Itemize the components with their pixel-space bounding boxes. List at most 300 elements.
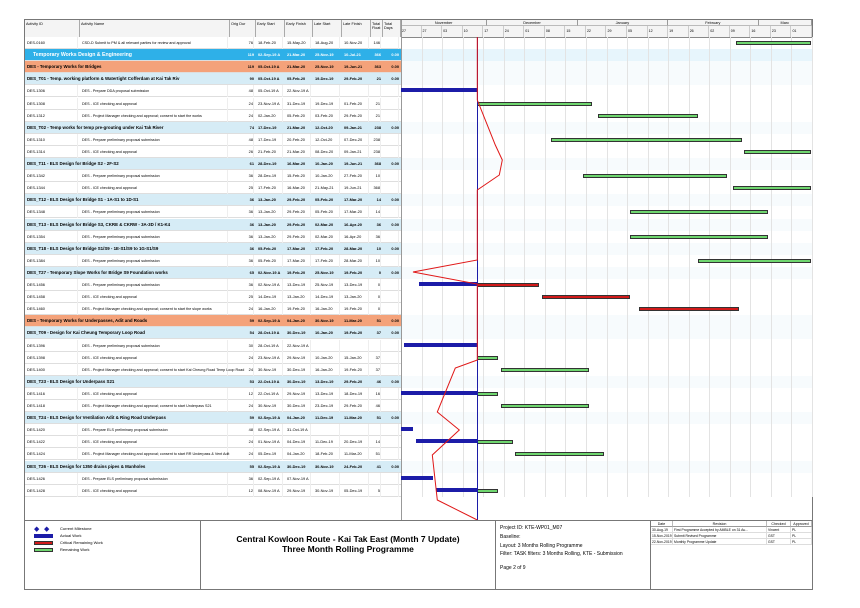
- orig-dur-cell: 36: [232, 170, 254, 182]
- late-finish-cell: 29-Feb-20: [344, 76, 363, 82]
- early-finish-cell: 22-Nov-19 A: [287, 340, 311, 352]
- activity-name-cell: DES - Prepare preliminary proposal submission: [82, 206, 228, 218]
- late-finish-cell: 11-Mar-20: [344, 415, 362, 421]
- late-finish-cell: 10-Jul-21: [344, 52, 361, 58]
- early-start-cell: 13-Jan-20: [258, 206, 283, 218]
- activity-id-cell: DES-1400: [27, 364, 78, 376]
- activity-name-cell: DES - ICE checking and approval: [82, 485, 228, 497]
- early-finish-cell: 04-Dec-19: [287, 436, 311, 448]
- early-start-cell: 02-Jan-20: [258, 110, 283, 122]
- early-start-cell: 16-Jan-20: [258, 303, 283, 315]
- timescale-week: 24: [504, 26, 525, 37]
- total-float-cell: 14: [376, 197, 381, 203]
- revision-cell: PL: [791, 527, 812, 533]
- early-finish-cell: 30-Dec-19: [287, 364, 311, 376]
- late-start-cell: 02-Mar-20: [315, 231, 340, 243]
- early-finish-cell: 16-Mar-20: [287, 182, 311, 194]
- early-start-cell: 02-Sep-19 A: [258, 424, 283, 436]
- late-finish-cell: 19-Jun-21: [344, 64, 363, 70]
- early-start-cell: 05-Feb-20: [258, 255, 283, 267]
- timescale-week: 29: [607, 26, 628, 37]
- total-float-cell: 10: [373, 255, 381, 267]
- total-days-cell: 0.00: [391, 124, 399, 130]
- timescale-week: 17: [483, 26, 504, 37]
- timescale-week: 05: [627, 26, 648, 37]
- total-float-cell: 368: [374, 161, 381, 166]
- revision-cell: PL: [791, 533, 812, 539]
- total-float-cell: 238: [373, 146, 381, 158]
- schedule-sheet: [24, 19, 813, 590]
- late-start-cell: 16-Jan-20: [315, 364, 340, 376]
- revision-cell: Monthly Programme Update: [673, 539, 767, 545]
- late-start-cell: 25-Nov-19: [315, 52, 334, 58]
- legend-label: Critical Remaining Work: [60, 540, 103, 545]
- orig-dur-cell: 26: [232, 146, 254, 158]
- activity-id-cell: DES-1426: [27, 473, 78, 485]
- activity-name-cell: DES - ICE checking and approval: [82, 291, 228, 303]
- late-finish-cell: 13-Jan-20: [344, 291, 369, 303]
- total-float-cell: 366: [374, 52, 381, 58]
- orig-dur-cell: 24: [232, 98, 254, 110]
- total-float-cell: 0: [373, 303, 381, 315]
- late-start-cell: 10-Jan-20: [315, 161, 333, 166]
- early-start-cell: 22-Oct-19 A: [258, 378, 280, 384]
- title-block: [201, 521, 496, 590]
- late-finish-cell: 09-Jan-21: [344, 146, 369, 158]
- orig-dur-cell: 36: [249, 221, 254, 227]
- total-float-cell: 238: [373, 134, 381, 146]
- total-days-cell: 0.00: [391, 197, 399, 203]
- early-start-cell: 02-Nov-19 A: [258, 269, 281, 275]
- early-finish-cell: 30-Dec-19: [287, 463, 306, 469]
- orig-dur-cell: 65: [249, 269, 254, 275]
- early-finish-cell: 04-Jan-20: [287, 415, 305, 421]
- early-finish-cell: 29-Feb-20: [287, 221, 306, 227]
- early-start-cell: 02-Nov-19 A: [258, 279, 283, 291]
- timescale-month: November: [401, 20, 487, 26]
- total-float-cell: 21: [376, 76, 381, 82]
- orig-dur-cell: 55: [249, 463, 254, 469]
- early-finish-cell: 30-Dec-19: [287, 400, 311, 412]
- total-float-cell: 14: [373, 436, 381, 448]
- early-finish-cell: 07-Nov-19 A: [287, 473, 311, 485]
- early-start-cell: 30-Nov-19: [258, 400, 283, 412]
- wbs-name: DES_T11 - ELS Design for Bridge S2 - 2F-S2: [27, 161, 119, 166]
- early-start-cell: 13-Jan-20: [258, 197, 276, 203]
- late-start-cell: 02-Mar-20: [315, 221, 334, 227]
- orig-dur-cell: 36: [232, 279, 254, 291]
- late-finish-cell: 01-Feb-20: [344, 98, 369, 110]
- orig-dur-cell: 24: [232, 352, 254, 364]
- timescale-week: 12: [648, 26, 669, 37]
- late-finish-cell: 19-Feb-20: [344, 364, 369, 376]
- timescale-month: January: [578, 20, 668, 26]
- late-start-cell: 17-Feb-20: [315, 255, 340, 267]
- late-start-cell: 08-Dec-20: [315, 146, 340, 158]
- orig-dur-cell: 12: [232, 388, 254, 400]
- revision-table: [651, 521, 812, 590]
- wbs-name: DES - Temporary Works for Underpasses, Adit and Roads: [27, 318, 148, 324]
- revision-cell: GST: [767, 539, 791, 545]
- early-start-cell: 17-Dec-19: [258, 134, 283, 146]
- timescale-week: 01: [524, 26, 545, 37]
- revision-header: Approved: [791, 521, 812, 527]
- total-days-cell: 0.00: [391, 64, 399, 70]
- early-finish-cell: 29-Feb-20: [287, 231, 311, 243]
- late-finish-cell: 19-Feb-20: [344, 330, 363, 336]
- total-float-cell: 37: [373, 364, 381, 376]
- early-finish-cell: 15-Feb-20: [287, 170, 311, 182]
- late-finish-cell: 10-Nov-20: [344, 37, 369, 49]
- late-start-cell: 10-Jan-20: [315, 352, 340, 364]
- late-finish-cell: 16-Apr-20: [344, 221, 362, 227]
- total-float-cell: 5: [373, 485, 381, 497]
- orig-dur-cell: 24: [232, 448, 254, 460]
- early-finish-cell: 05-Feb-20: [287, 76, 306, 82]
- orig-dur-cell: 24: [232, 110, 254, 122]
- late-finish-cell: 13-Dec-19: [344, 279, 369, 291]
- orig-dur-cell: 54: [249, 330, 254, 336]
- total-float-cell: 0: [373, 279, 381, 291]
- early-start-cell: 23-Nov-19 A: [258, 98, 283, 110]
- late-start-cell: 30-Nov-19: [315, 485, 340, 497]
- wbs-name: DES_T09 - Design for Kai Cheung Temporary Loop Road: [27, 330, 145, 336]
- early-start-cell: 28-Oct-19 A: [258, 340, 283, 352]
- total-float-cell: 10: [376, 245, 381, 251]
- late-finish-cell: 19-Jun-21: [344, 161, 363, 166]
- total-float-cell: 21: [373, 110, 381, 122]
- late-start-cell: 18-Feb-20: [315, 448, 340, 460]
- total-float-cell: 46: [373, 400, 381, 412]
- early-finish-cell: 21-Mar-20: [287, 64, 306, 70]
- wbs-name: DES_T12 - ELS Design for Bridge S1 - 1A-S1 to 1D-S1: [27, 197, 139, 203]
- total-float-cell: 21: [373, 98, 381, 110]
- activity-id-cell: DES-1308: [27, 98, 78, 110]
- orig-dur-cell: 36: [232, 473, 254, 485]
- activity-id-cell: DES-1456: [27, 279, 78, 291]
- total-float-cell: 46: [376, 378, 381, 384]
- early-start-cell: 08-Nov-19 A: [258, 485, 283, 497]
- early-start-cell: 17-Feb-20: [258, 182, 283, 194]
- total-float-cell: 0: [378, 269, 381, 275]
- early-finish-cell: 29-Nov-19: [287, 352, 311, 364]
- project-id: Project ID: KTE-WP01_M07: [500, 525, 563, 531]
- total-float-cell: 37: [376, 330, 381, 336]
- activity-name-cell: DES - Project Manager checking and approval; consent to start Kai Cheung Road Temp Loop Road: [82, 364, 228, 376]
- milestone-icon: ◆: [44, 526, 50, 533]
- timescale-week: 01: [791, 26, 812, 37]
- early-finish-cell: 30-Dec-19: [287, 330, 306, 336]
- early-start-cell: 28-Dec-19: [258, 161, 277, 166]
- orig-dur-cell: 119: [247, 52, 254, 58]
- total-days-cell: 0.00: [391, 161, 399, 166]
- late-finish-cell: 11-Mar-20: [344, 318, 362, 324]
- late-finish-cell: 19-Feb-20: [344, 303, 369, 315]
- late-finish-cell: 29-Feb-20: [344, 110, 369, 122]
- orig-dur-cell: 48: [232, 85, 254, 97]
- wbs-name: DES_T27 - Temporary Slope Works for Bridge S9 Foundation works: [27, 269, 168, 275]
- early-finish-cell: 17-Mar-20: [287, 245, 306, 251]
- activity-name-cell: DES - Prepare ELS preliminary proposal submission: [82, 424, 228, 436]
- col-total-days-header: Total Days: [383, 20, 401, 37]
- early-finish-cell: 19-Feb-20: [287, 303, 311, 315]
- revision-header: Revision: [673, 521, 767, 527]
- orig-dur-cell: 76: [232, 37, 254, 49]
- timescale-week: 27: [401, 26, 422, 37]
- total-float-cell: 368: [373, 182, 381, 194]
- total-days-cell: 0.00: [391, 463, 399, 469]
- wbs-name: DES_T01 - Temp. working platform & Watertight Cofferdam at Kai Tak Riv: [27, 76, 180, 82]
- timescale-week: 19: [668, 26, 689, 37]
- wbs-name: DES_T13 - ELS Design for Bridge S3, CKRE & CKRW - 3A-3D / K1-K4: [27, 221, 171, 227]
- activity-id-cell: DES-1398: [27, 352, 78, 364]
- early-finish-cell: 16-Mar-20: [287, 161, 306, 166]
- orig-dur-cell: 36: [249, 197, 254, 203]
- timescale-week: 26: [689, 26, 710, 37]
- progress-polyline: [413, 37, 502, 520]
- revision-cell: Vincent: [767, 527, 791, 533]
- late-start-cell: 14-Dec-19: [315, 291, 340, 303]
- early-start-cell: 02-Sep-19 A: [258, 318, 281, 324]
- revision-cell: First Programme Accepted by AMBLE on 31 Au...: [673, 527, 767, 533]
- orig-dur-cell: 48: [232, 134, 254, 146]
- activity-id-cell: DES-1384: [27, 255, 78, 267]
- late-start-cell: 13-Dec-19: [315, 378, 334, 384]
- orig-dur-cell: 74: [249, 124, 254, 130]
- project-layout: Layout: 3 Months Rolling Programme: [500, 543, 583, 549]
- total-days-cell: 0.00: [391, 378, 399, 384]
- orig-dur-cell: 25: [232, 182, 254, 194]
- col-total-float-header: Total Float: [371, 20, 383, 37]
- timescale-week: 02: [709, 26, 730, 37]
- orig-dur-cell: 24: [232, 303, 254, 315]
- late-finish-cell: 28-Mar-20: [344, 245, 363, 251]
- activity-name-cell: DES - ICE checking and approval: [82, 146, 228, 158]
- col-activity-name-header: Activity Name: [80, 20, 230, 37]
- legend: [25, 521, 201, 590]
- total-float-cell: 41: [376, 463, 381, 469]
- late-start-cell: 25-Nov-19: [315, 279, 340, 291]
- timescale-week: 23: [771, 26, 792, 37]
- project-filter: Filter: TASK filters: 3 Months Rolling, KTE - Submission: [500, 551, 623, 557]
- remaining-swatch: [34, 548, 53, 552]
- late-finish-cell: 16-Apr-20: [344, 231, 369, 243]
- orig-dur-cell: 36: [232, 231, 254, 243]
- orig-dur-cell: 30: [232, 340, 254, 352]
- timescale-month: Marc: [759, 20, 812, 26]
- late-finish-cell: 17-Mar-20: [344, 206, 369, 218]
- activity-id-cell: DES-0160: [27, 37, 78, 49]
- early-finish-cell: 13-Dec-19: [287, 279, 311, 291]
- activity-name-cell: DES - Project Manager checking and approval; consent to start Underpass S21: [82, 400, 228, 412]
- late-finish-cell: 20-Dec-19: [344, 436, 369, 448]
- activity-name-cell: DES - Prepare preliminary proposal submission: [82, 170, 228, 182]
- late-finish-cell: 24-Feb-20: [344, 463, 363, 469]
- activity-id-cell: DES-1354: [27, 231, 78, 243]
- early-finish-cell: 21-Mar-20: [287, 124, 306, 130]
- early-start-cell: 02-Sep-19 A: [258, 473, 283, 485]
- col-orig-dur-header: Orig Dur: [230, 20, 256, 37]
- revision-cell: PL: [791, 539, 812, 545]
- activity-id-cell: DES-1396: [27, 340, 78, 352]
- total-float-cell: 0: [373, 291, 381, 303]
- late-start-cell: 23-Dec-19: [315, 400, 340, 412]
- total-float-cell: 14: [373, 206, 381, 218]
- total-float-cell: 51: [376, 415, 381, 421]
- actual-swatch: [34, 534, 53, 538]
- early-finish-cell: 29-Feb-20: [287, 197, 306, 203]
- milestone-icon: ◆: [34, 526, 40, 533]
- late-finish-cell: 09-Jan-21: [344, 124, 362, 130]
- wbs-name: DES - Temporary Works for Bridges: [27, 64, 102, 70]
- late-start-cell: 11-Dec-19: [315, 415, 334, 421]
- early-start-cell: 14-Dec-19: [258, 291, 283, 303]
- activity-name-cell: CSD-D Submit to PM & all relevant parties for review and approval: [82, 37, 228, 49]
- activity-name-cell: DES - ICE checking and approval: [82, 98, 228, 110]
- late-start-cell: 11-Dec-19: [315, 436, 340, 448]
- early-start-cell: 21-Feb-20: [258, 146, 283, 158]
- revision-cell: GST: [767, 533, 791, 539]
- timescale-week: 16: [750, 26, 771, 37]
- total-float-cell: 36: [376, 221, 381, 227]
- early-finish-cell: 21-Mar-20: [287, 52, 306, 58]
- orig-dur-cell: 36: [232, 255, 254, 267]
- activity-id-cell: DES-1310: [27, 134, 78, 146]
- late-start-cell: 16-Jan-20: [315, 303, 340, 315]
- late-start-cell: 05-Feb-20: [315, 197, 334, 203]
- report-title: Central Kowloon Route - Kai Tak East (Month 7 Update): [236, 534, 460, 544]
- activity-name-cell: DES - Prepare ELS preliminary proposal submission: [82, 473, 228, 485]
- orig-dur-cell: 53: [249, 378, 254, 384]
- legend-label: Actual Work: [60, 533, 82, 538]
- revision-cell: Submit Revised Programme: [673, 533, 767, 539]
- early-finish-cell: 29-Nov-19: [287, 485, 311, 497]
- late-finish-cell: 19-Feb-20: [344, 269, 363, 275]
- activity-id-cell: DES-1312: [27, 110, 78, 122]
- activity-id-cell: DES-1460: [27, 303, 78, 315]
- revision-cell: 15-Nov-2019: [652, 534, 672, 538]
- late-start-cell: 21-May-21: [315, 182, 340, 194]
- activity-name-cell: DES - ICE checking and approval: [82, 388, 228, 400]
- early-finish-cell: 04-Jan-20: [287, 318, 305, 324]
- early-finish-cell: 20-Feb-20: [287, 134, 311, 146]
- activity-name-cell: DES - Prepare preliminary proposal submission: [82, 231, 228, 243]
- wbs-name: DES_T02 - Temp works for temp pre-grouting under Kai Tak River: [27, 124, 164, 130]
- orig-dur-cell: 24: [232, 436, 254, 448]
- revision-header: Checked: [767, 521, 791, 527]
- activity-name-cell: DES - Prepare preliminary proposal submission: [82, 340, 228, 352]
- early-start-cell: 05-Dec-19: [258, 448, 283, 460]
- early-start-cell: 05-Feb-20: [258, 245, 277, 251]
- timescale-week: 27: [422, 26, 443, 37]
- activity-id-cell: DES-1342: [27, 170, 78, 182]
- total-days-cell: 0.00: [391, 269, 399, 275]
- early-start-cell: 05-Oct-19 A: [258, 76, 280, 82]
- activity-name-cell: DES - ICE checking and approval: [82, 436, 228, 448]
- late-start-cell: 05-Feb-20: [315, 206, 340, 218]
- late-start-cell: 30-Nov-19: [315, 463, 334, 469]
- revision-cell: 30-Aug-19: [651, 527, 673, 533]
- late-start-cell: 03-Feb-20: [315, 110, 340, 122]
- revision-cell: 22-Nov-2019: [652, 540, 672, 544]
- orig-dur-cell: 59: [249, 415, 254, 421]
- total-float-cell: 51: [373, 448, 381, 460]
- late-finish-cell: 27-Feb-20: [344, 170, 369, 182]
- orig-dur-cell: 12: [232, 485, 254, 497]
- early-finish-cell: 19-Feb-20: [287, 269, 306, 275]
- early-start-cell: 13-Jan-20: [258, 221, 276, 227]
- late-finish-cell: 15-Jan-20: [344, 352, 369, 364]
- activity-name-cell: DES - Prepare DDA proposal submission: [82, 85, 228, 97]
- late-finish-cell: 05-Dec-19: [344, 485, 369, 497]
- activity-id-cell: DES-1422: [27, 436, 78, 448]
- progress-line: [25, 20, 812, 520]
- col-late-finish-header: Late Finish: [342, 20, 371, 37]
- timescale-month: February: [668, 20, 758, 26]
- total-float-cell: 10: [373, 170, 381, 182]
- late-start-cell: 13-Dec-19: [315, 388, 340, 400]
- orig-dur-cell: 61: [249, 161, 254, 166]
- project-block: [496, 521, 651, 590]
- early-finish-cell: 22-Nov-19 A: [287, 85, 311, 97]
- activity-id-cell: DES-1424: [27, 448, 78, 460]
- orig-dur-cell: 36: [249, 245, 254, 251]
- footer-block: [25, 520, 812, 590]
- activity-name-cell: DES - Project Manager checking and approval; consent to start RR Underpass & Vent Adit: [82, 448, 228, 460]
- orig-dur-cell: 24: [232, 400, 254, 412]
- late-start-cell: 12-Oct-20: [315, 134, 340, 146]
- total-days-cell: 0.00: [391, 415, 399, 421]
- total-float-cell: 16: [373, 388, 381, 400]
- activity-name-cell: DES - Project Manager checking and approval; consent to start the slope works: [82, 303, 228, 315]
- gantt-gridline: [812, 37, 813, 497]
- early-start-cell: 28-Oct-19 A: [258, 330, 280, 336]
- early-start-cell: 30-Nov-19: [258, 364, 283, 376]
- early-finish-cell: 04-Jan-20: [287, 448, 311, 460]
- timescale-week: 03: [442, 26, 463, 37]
- activity-id-cell: DES-1416: [27, 388, 78, 400]
- total-days-cell: 0.00: [391, 52, 399, 58]
- late-start-cell: 12-Oct-20: [315, 124, 333, 130]
- late-finish-cell: 29-Feb-20: [344, 378, 363, 384]
- project-baseline: Baseline:: [500, 534, 521, 540]
- wbs-name: DES_T26 - ELS Design for 1350 drains pipes & Manholes: [27, 463, 146, 469]
- activity-id-cell: DES-1344: [27, 182, 78, 194]
- timescale-week: 22: [586, 26, 607, 37]
- col-activity-id-header: Activity ID: [25, 20, 80, 37]
- late-finish-cell: 29-Feb-20: [344, 400, 369, 412]
- early-finish-cell: 21-Mar-20: [287, 146, 311, 158]
- activity-name-cell: DES - Prepare preliminary proposal submission: [82, 279, 228, 291]
- activity-id-cell: DES-1348: [27, 206, 78, 218]
- late-start-cell: 25-Nov-19: [315, 269, 334, 275]
- late-start-cell: 10-Jan-20: [315, 170, 340, 182]
- col-late-start-header: Late Start: [313, 20, 342, 37]
- activity-name-cell: DES - Project Manager checking and approval; consent to start the works: [82, 110, 228, 122]
- total-days-cell: 0.00: [391, 330, 399, 336]
- timescale-week: 10: [463, 26, 484, 37]
- early-finish-cell: 05-Feb-20: [287, 110, 311, 122]
- early-start-cell: 02-Sep-19 A: [258, 463, 281, 469]
- late-finish-cell: 11-Mar-20: [344, 448, 369, 460]
- late-finish-cell: 07-Dec-20: [344, 134, 369, 146]
- early-start-cell: 02-Sep-19 A: [258, 415, 281, 421]
- activity-id-cell: DES-1428: [27, 485, 78, 497]
- timescale-week: 08: [545, 26, 566, 37]
- late-start-cell: 19-Dec-19: [315, 98, 340, 110]
- early-start-cell: 02-Sep-19 A: [258, 52, 281, 58]
- orig-dur-cell: 59: [249, 318, 254, 324]
